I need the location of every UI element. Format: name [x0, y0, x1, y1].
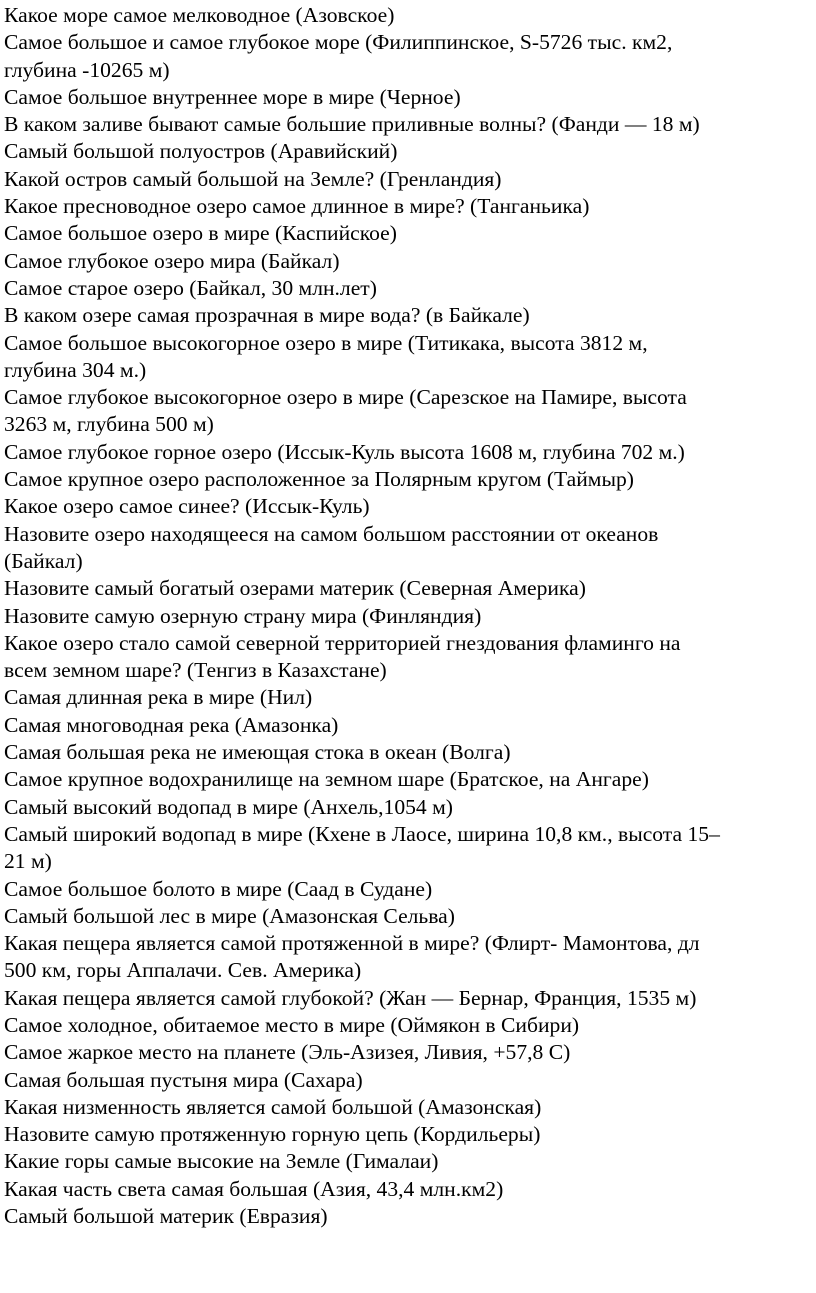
text-line: Какая низменность является самой большой (Амазонская)	[4, 1094, 542, 1119]
text-line: Самый большой материк (Евразия)	[4, 1204, 328, 1229]
text-line: Какое море самое мелководное (Азовское)	[4, 3, 395, 27]
text-line: Самая большая река не имеющая стока в океан (Волга)	[4, 740, 511, 765]
text-line: Самое большое озеро в мире (Каспийское)	[4, 221, 397, 246]
text-line: Какая часть света самая большая (Азия, 43,4 млн.км2)	[4, 1176, 504, 1201]
text-line: Назовите самый богатый озерами материк (Северная Америка)	[4, 576, 586, 601]
text-line: Самое старое озеро (Байкал, 30 млн.лет)	[4, 275, 377, 300]
text-line: Самое глубокое высокогорное озеро в мире (Сарезское на Памире, высота	[4, 385, 687, 410]
text-line: Самая длинная река в мире (Нил)	[4, 685, 313, 710]
text-line: 21 м)	[4, 849, 52, 874]
text-line: 500 км, горы Аппалачи. Сев. Америка)	[4, 958, 362, 983]
text-line: Какой остров самый большой на Земле? (Гренландия)	[4, 166, 502, 191]
text-line: Самый большой лес в мире (Амазонская Сельва)	[4, 903, 455, 928]
text-line: Какая пещера является самой протяженной в мире? (Флирт- Мамонтова, дл	[4, 931, 700, 956]
text-line: Назовите самую протяженную горную цепь (Кордильеры)	[4, 1122, 541, 1147]
text-line: Самая большая пустыня мира (Сахара)	[4, 1067, 363, 1092]
text-line: Какая пещера является самой глубокой? (Жан — Бернар, Франция, 1535 м)	[4, 985, 697, 1010]
text-line: Самый высокий водопад в мире (Анхель,1054 м)	[4, 794, 453, 819]
text-line: Самое большое болото в мире (Саад в Судане)	[4, 876, 433, 901]
text-line: Самое большое и самое глубокое море (Филиппинское, S-5726 тыс. км2,	[4, 30, 673, 55]
text-line: Самое крупное озеро расположенное за Полярным кругом (Таймыр)	[4, 467, 634, 492]
text-line: Какие горы самые высокие на Земле (Гималаи)	[4, 1149, 439, 1174]
text-line: Самое глубокое озеро мира (Байкал)	[4, 248, 340, 273]
text-line: глубина -10265 м)	[4, 57, 170, 82]
text-line: Назовите озеро находящееся на самом большом расстоянии от океанов	[4, 521, 659, 546]
text-line: В каком заливе бывают самые большие приливные волны? (Фанди — 18 м)	[4, 112, 700, 137]
text-line: Самое большое высокогорное озеро в мире (Титикака, высота 3812 м,	[4, 330, 648, 355]
text-line: Самое глубокое горное озеро (Иссык-Куль высота 1608 м, глубина 702 м.)	[4, 439, 685, 464]
text-line: Самое холодное, обитаемое место в мире (Оймякон в Сибири)	[4, 1012, 580, 1037]
text-line: Какое озеро самое синее? (Иссык-Куль)	[4, 494, 370, 519]
text-line: всем земном шаре? (Тенгиз в Казахстане)	[4, 658, 387, 683]
text-line: Назовите самую озерную страну мира (Финляндия)	[4, 603, 482, 628]
text-line: глубина 304 м.)	[4, 357, 147, 382]
text-line: Самое жаркое место на планете (Эль-Азизея, Ливия, +57,8 С)	[4, 1040, 571, 1065]
text-line: Какое озеро стало самой северной территорией гнездования фламинго на	[4, 630, 681, 655]
text-line: Самое крупное водохранилище на земном шаре (Братское, на Ангаре)	[4, 767, 649, 792]
text-line: Самый широкий водопад в мире (Кхене в Лаосе, ширина 10,8 км., высота 15–	[4, 821, 720, 846]
text-line: Самая многоводная река (Амазонка)	[4, 712, 339, 737]
text-line: В каком озере самая прозрачная в мире вода? (в Байкале)	[4, 303, 530, 328]
text-line: Самое большое внутреннее море в мире (Черное)	[4, 84, 461, 109]
text-line: Какое пресноводное озеро самое длинное в мире? (Танганьика)	[4, 194, 590, 219]
text-line: 3263 м, глубина 500 м)	[4, 412, 214, 437]
text-line: Самый большой полуостров (Аравийский)	[4, 139, 398, 164]
text-line: (Байкал)	[4, 548, 83, 573]
